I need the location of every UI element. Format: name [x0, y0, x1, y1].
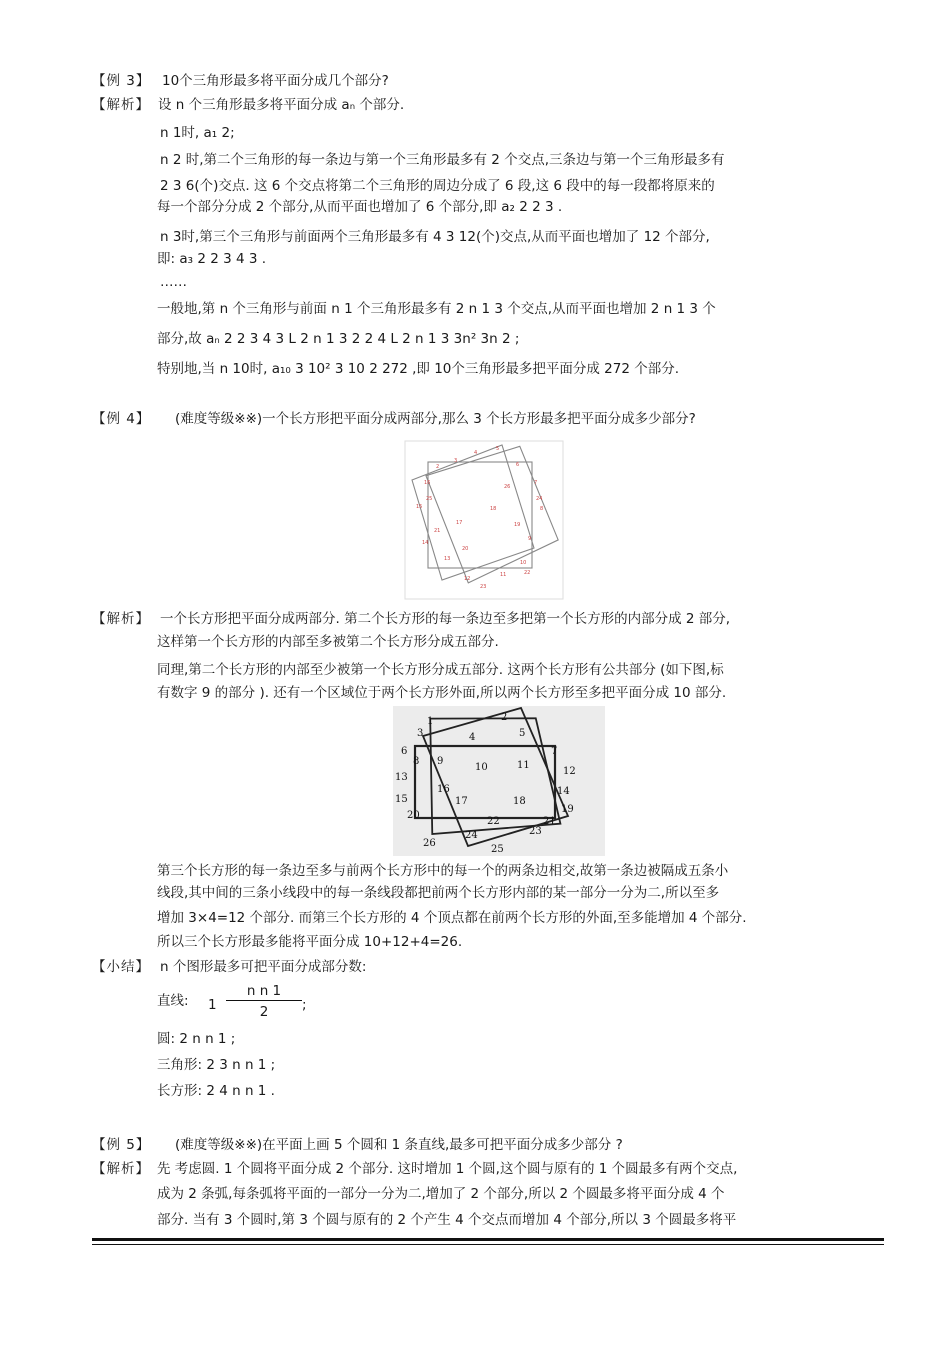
fraction-denominator: 2 — [226, 1000, 302, 1021]
region-label-16: 16 — [437, 784, 450, 795]
small-region-label: 11 — [500, 572, 507, 578]
circle-formula: 圆: 2 n n 1 ; — [157, 1031, 236, 1047]
region-label-5: 5 — [519, 728, 526, 739]
small-region-label: 19 — [514, 522, 521, 528]
region-label-4: 4 — [469, 732, 476, 743]
ex5-line: 成为 2 条弧,每条弧将平面的一部分一分为二,增加了 2 个部分,所以 2 个圆最多将平面分成 4 个 — [157, 1186, 725, 1202]
ex4-line: 第三个长方形的每一条边至多与前两个长方形中的每一个的两条边相交,故第一条边被隔成五条小 — [157, 863, 729, 879]
ex3-line: 即: a₃ 2 2 3 4 3 . — [157, 251, 267, 267]
footer-rule-thick — [92, 1238, 884, 1241]
region-label-21: 21 — [543, 816, 556, 827]
example-4-solution-tag: 【解析】 — [92, 611, 150, 627]
small-region-label: 14 — [422, 540, 429, 546]
labelled-regions-figure — [393, 706, 605, 856]
ex4-line: 增加 3×4=12 个部分. 而第三个长方形的 4 个顶点都在前两个长方形的外面,至多能增加 4 个部分. — [157, 910, 747, 926]
small-region-label: 2 — [436, 464, 440, 470]
ex5-line: 先 考虑圆. 1 个圆将平面分成 2 个部分. 这时增加 1 个圆,这个圆与原有的 1 个圆最多有两个交点, — [157, 1161, 738, 1177]
example-5-solution-tag: 【解析】 — [92, 1161, 150, 1177]
region-label-25: 25 — [491, 844, 504, 855]
ex4-line: 这样第一个长方形的内部至多被第二个长方形分成五部分. — [157, 634, 499, 650]
region-label-2: 2 — [501, 712, 508, 723]
small-region-label: 3 — [454, 458, 458, 464]
ex4-line: 同理,第二个长方形的内部至少被第一个长方形分成五部分. 这两个长方形有公共部分 (如下图,标 — [157, 662, 724, 678]
example-5-question: (难度等级※※)在平面上画 5 个圆和 1 条直线,最多可把平面分成多少部分 ? — [175, 1137, 623, 1153]
region-label-19: 19 — [561, 804, 574, 815]
ex3-line: n 2 时,第二个三角形的每一条边与第一个三角形最多有 2 个交点,三条边与第一个三角形最多有 — [160, 152, 725, 168]
small-region-label: 26 — [504, 484, 511, 490]
ex3-line: n 3时,第三个三角形与前面两个三角形最多有 4 3 12(个)交点,从而平面也增加了 12 个部分, — [160, 229, 710, 245]
small-region-label: 21 — [434, 528, 441, 534]
small-region-label: 6 — [516, 462, 520, 468]
region-label-23: 23 — [529, 826, 542, 837]
example-4-tag: 【例 4】 — [92, 411, 151, 427]
region-label-12: 12 — [563, 766, 576, 777]
example-3-tag: 【例 3】 — [92, 73, 151, 89]
ex5-line: 部分. 当有 3 个圆时,第 3 个圆与原有的 2 个产生 4 个交点而增加 4 个部分,所以 3 个圆最多将平 — [157, 1212, 737, 1228]
ex3-line: 每一个部分分成 2 个部分,从而平面也增加了 6 个部分,即 a₂ 2 2 3 . — [157, 199, 563, 215]
ex3-line: 2 3 6(个)交点. 这 6 个交点将第二个三角形的周边分成了 6 段,这 6 段中的每一段都将原来的 — [160, 178, 715, 194]
region-label-15: 15 — [395, 794, 408, 805]
small-region-label: 8 — [540, 506, 544, 512]
small-region-label: 9 — [528, 536, 532, 542]
small-region-label: 24 — [536, 496, 543, 502]
region-label-18: 18 — [513, 796, 526, 807]
region-label-11: 11 — [517, 760, 530, 771]
small-region-label: 15 — [416, 504, 423, 510]
small-region-label: 10 — [520, 560, 527, 566]
line-formula-label: 直线: — [157, 993, 189, 1009]
small-region-label: 13 — [444, 556, 451, 562]
region-label-24: 24 — [465, 830, 478, 841]
small-region-label: 4 — [474, 450, 478, 456]
triangle-formula: 三角形: 2 3 n n 1 ; — [157, 1057, 276, 1073]
region-label-22: 22 — [487, 816, 500, 827]
region-label-10: 10 — [475, 762, 488, 773]
small-region-label: 23 — [480, 584, 487, 590]
example-3-solution-tag: 【解析】 — [92, 97, 150, 113]
example-4-question: (难度等级※※)一个长方形把平面分成两部分,那么 3 个长方形最多把平面分成多少部分? — [175, 411, 696, 427]
region-label-7: 7 — [551, 746, 558, 757]
region-label-14: 14 — [557, 786, 570, 797]
small-region-label: 7 — [534, 480, 538, 486]
example-3-question: 10个三角形最多将平面分成几个部分? — [162, 73, 389, 89]
three-rectangles-figure — [404, 440, 564, 600]
region-label-8: 8 — [413, 756, 420, 767]
line-formula-end: ; — [302, 997, 307, 1013]
rectangle-formula: 长方形: 2 4 n n 1 . — [157, 1083, 275, 1099]
ex3-line: 设 n 个三角形最多将平面分成 aₙ 个部分. — [158, 97, 405, 113]
ex4-line: 线段,其中间的三条小线段中的每一条线段都把前两个长方形内部的某一部分一分为二,所以至多 — [157, 885, 720, 901]
small-region-label: 22 — [524, 570, 531, 576]
summary-title: n 个图形最多可把平面分成部分数: — [160, 959, 367, 975]
region-label-26: 26 — [423, 838, 436, 849]
region-label-17: 17 — [455, 796, 468, 807]
region-label-20: 20 — [407, 810, 420, 821]
small-region-label: 25 — [426, 496, 433, 502]
line-formula-fraction — [226, 982, 302, 1021]
region-label-1: 1 — [427, 716, 434, 727]
region-label-3: 3 — [417, 728, 424, 739]
region-label-6: 6 — [401, 746, 408, 757]
ex3-ellipsis: …… — [160, 274, 187, 290]
ex3-line: n 1时, a₁ 2; — [160, 125, 235, 141]
small-region-label: 17 — [456, 520, 463, 526]
small-region-label: 16 — [424, 480, 431, 486]
footer-rule-thin — [92, 1244, 884, 1245]
ex4-line: 所以三个长方形最多能将平面分成 10+12+4=26. — [157, 934, 463, 950]
small-region-label: 18 — [490, 506, 497, 512]
ex3-line: 特别地,当 n 10时, a₁₀ 3 10² 3 10 2 272 ,即 10个三角形最多把平面分成 272 个部分. — [157, 361, 680, 377]
small-region-label: 5 — [496, 446, 500, 452]
region-label-9: 9 — [437, 756, 444, 767]
summary-tag: 【小结】 — [92, 959, 150, 975]
region-label-13: 13 — [395, 772, 408, 783]
ex3-line: 一般地,第 n 个三角形与前面 n 1 个三角形最多有 2 n 1 3 个交点,从而平面也增加 2 n 1 3 个 — [157, 301, 716, 317]
small-region-label: 12 — [464, 576, 471, 582]
fraction-numerator: n n 1 — [246, 983, 282, 999]
example-5-tag: 【例 5】 — [92, 1137, 151, 1153]
ex3-line: 部分,故 aₙ 2 2 3 4 3 L 2 n 1 3 2 2 4 L 2 n 1 3 3n² 3n 2 ; — [157, 331, 520, 347]
line-formula-one: 1 — [208, 997, 217, 1013]
small-region-label: 20 — [462, 546, 469, 552]
ex4-line: 有数字 9 的部分 ). 还有一个区域位于两个长方形外面,所以两个长方形至多把平面分成 10 部分. — [157, 685, 727, 701]
ex4-line: 一个长方形把平面分成两部分. 第二个长方形的每一条边至多把第一个长方形的内部分成 2 部分, — [160, 611, 731, 627]
